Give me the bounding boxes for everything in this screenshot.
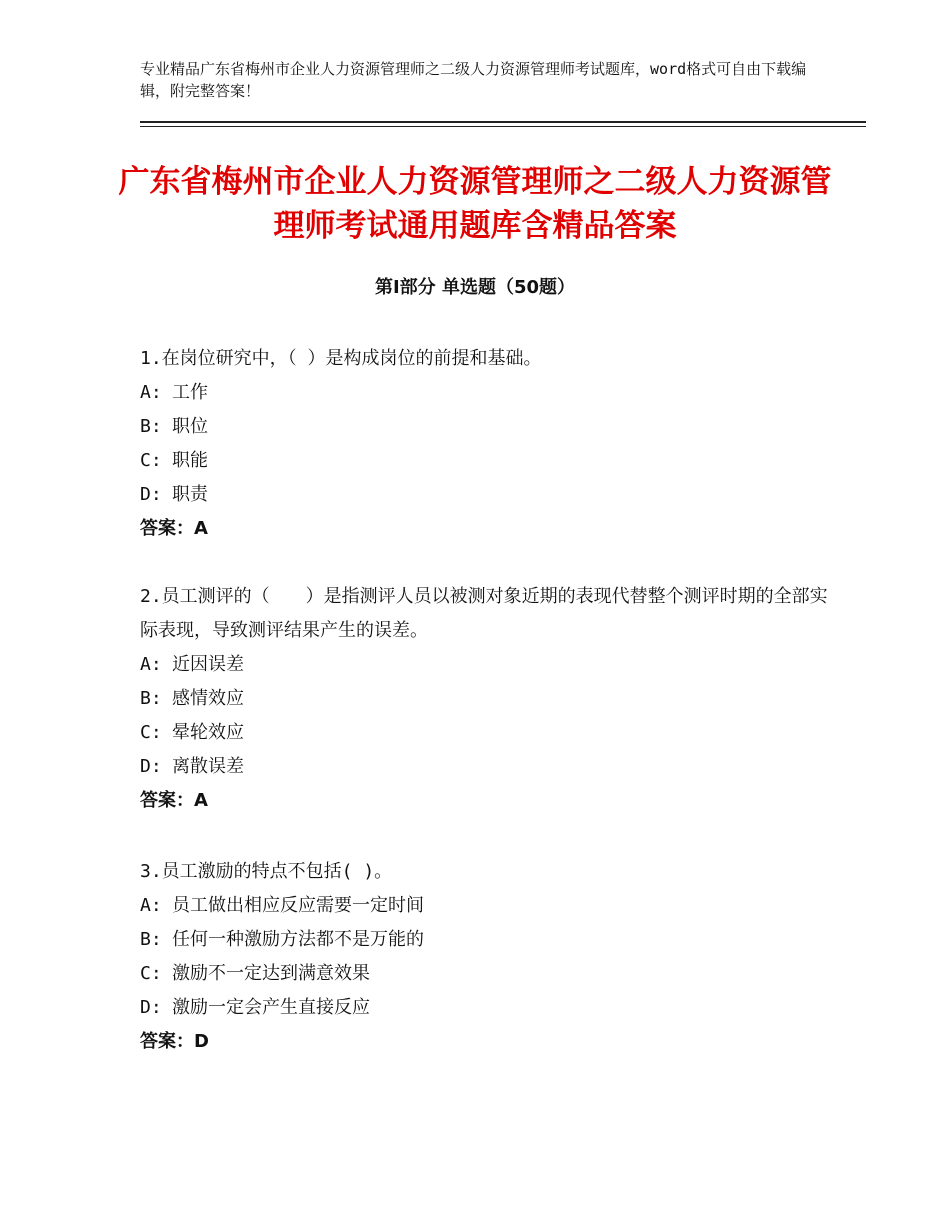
answer-line: 答案：A	[140, 790, 208, 811]
question-stem: 3.员工激励的特点不包括( )。	[140, 861, 393, 882]
option-letter: C:	[140, 450, 162, 471]
question-3	[140, 855, 840, 1059]
question-2	[140, 580, 840, 818]
option-a	[140, 648, 840, 682]
option-c	[140, 444, 840, 478]
option-a	[140, 889, 840, 923]
option-text: 职责	[172, 484, 208, 505]
option-text: 感情效应	[172, 688, 244, 709]
option-b	[140, 410, 840, 444]
option-letter: A:	[140, 382, 162, 403]
option-letter: B:	[140, 416, 162, 437]
option-a	[140, 376, 840, 410]
option-text: 职能	[172, 450, 208, 471]
header-note: 专业精品广东省梅州市企业人力资源管理师之二级人力资源管理师考试题库，word格式可自由下载编辑，附完整答案！	[140, 60, 807, 100]
option-text: 任何一种激励方法都不是万能的	[172, 929, 424, 950]
option-text: 激励不一定达到满意效果	[172, 963, 370, 984]
question-stem: 1.在岗位研究中，（ ）是构成岗位的前提和基础。	[140, 348, 542, 369]
option-c	[140, 957, 840, 991]
option-letter: D:	[140, 997, 162, 1018]
option-c	[140, 716, 840, 750]
question-stem: 2.员工测评的（ ）是指测评人员以被测对象近期的表现代替整个测评时期的全部实际表现，导致测评结果产生的误差。	[140, 586, 828, 641]
option-letter: B:	[140, 929, 162, 950]
option-letter: C:	[140, 963, 162, 984]
question-1	[140, 342, 840, 546]
option-text: 员工做出相应反应需要一定时间	[172, 895, 424, 916]
option-text: 工作	[172, 382, 208, 403]
option-letter: D:	[140, 484, 162, 505]
option-letter: C:	[140, 722, 162, 743]
option-letter: A:	[140, 895, 162, 916]
option-b	[140, 923, 840, 957]
option-d	[140, 478, 840, 512]
option-b	[140, 682, 840, 716]
option-letter: D:	[140, 756, 162, 777]
document-title: 广东省梅州市企业人力资源管理师之二级人力资源管理师考试通用题库含精品答案	[118, 164, 832, 244]
option-letter: A:	[140, 654, 162, 675]
option-text: 离散误差	[172, 756, 244, 777]
option-d	[140, 991, 840, 1025]
answer-line: 答案：D	[140, 1031, 209, 1052]
option-text: 近因误差	[172, 654, 244, 675]
header-rule-thick	[140, 121, 866, 123]
option-letter: B:	[140, 688, 162, 709]
option-text: 激励一定会产生直接反应	[172, 997, 370, 1018]
section-heading: 第Ⅰ部分 单选题（50题）	[374, 277, 575, 298]
option-text: 晕轮效应	[172, 722, 244, 743]
answer-line: 答案：A	[140, 518, 208, 539]
header-rule-thin	[140, 126, 866, 127]
option-d	[140, 750, 840, 784]
option-text: 职位	[172, 416, 208, 437]
